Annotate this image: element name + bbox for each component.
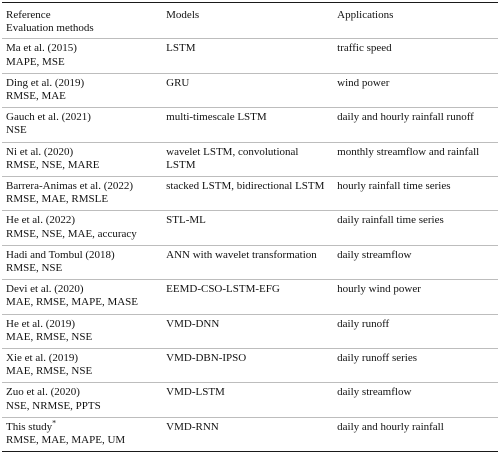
- cell-model: LSTM: [166, 42, 196, 55]
- reference-text: Xie et al. (2019): [6, 352, 79, 365]
- reference-text: Barrera-Animas et al. (2022): [6, 180, 134, 193]
- cell-reference: [2, 177, 162, 211]
- cell-application: traffic speed: [337, 42, 392, 55]
- table-row: [2, 177, 498, 211]
- table-row: [2, 349, 498, 383]
- cell-application: wind power: [337, 76, 390, 89]
- cell-model: GRU: [166, 76, 190, 89]
- evaluation-text: MAE, RMSE, NSE: [6, 365, 93, 378]
- evaluation-text: RMSE, MAE, MAPE, UM: [6, 434, 126, 447]
- cell-application: daily streamflow: [337, 248, 412, 261]
- cell-reference: [2, 383, 162, 417]
- evaluation-text: MAPE, MSE: [6, 55, 65, 68]
- cell-model: multi-timescale LSTM: [166, 111, 267, 124]
- cell-application: hourly rainfall time series: [337, 180, 451, 193]
- reference-name: This study: [6, 420, 53, 433]
- table-row: [2, 142, 498, 176]
- reference-text: Ma et al. (2015): [6, 42, 77, 55]
- cell-model: ANN with wavelet transformation: [166, 248, 317, 261]
- cell-model: stacked LSTM, bidirectional LSTM: [166, 180, 325, 193]
- table-row: [2, 314, 498, 348]
- evaluation-text: RMSE, NSE, MAE, accuracy: [6, 227, 137, 240]
- cell-application: monthly streamflow and rainfall: [337, 145, 480, 158]
- cell-reference: [2, 142, 162, 176]
- evaluation-text: NSE, NRMSE, PPTS: [6, 399, 101, 412]
- table-row: [2, 211, 498, 245]
- reference-text: Devi et al. (2020): [6, 283, 84, 296]
- reference-text: Zuo et al. (2020): [6, 386, 80, 399]
- evaluation-text: MAE, RMSE, NSE: [6, 330, 93, 343]
- cell-reference: [2, 73, 162, 107]
- header-applications: Applications: [337, 9, 394, 21]
- table-row: [2, 383, 498, 417]
- reference-text: He et al. (2019): [6, 317, 76, 330]
- header-evaluation-label: Evaluation methods: [6, 22, 94, 35]
- reference-text: Hadi and Tombul (2018): [6, 248, 115, 261]
- cell-model: VMD-RNN: [166, 420, 219, 433]
- evaluation-text: RMSE, MAE, RMSLE: [6, 193, 109, 206]
- cell-model: wavelet LSTM, convolutional LSTM: [166, 145, 299, 171]
- cell-application: daily rainfall time series: [337, 214, 444, 227]
- table-row: [2, 280, 498, 314]
- cell-model: VMD-LSTM: [166, 386, 225, 399]
- cell-application: daily runoff: [337, 317, 390, 330]
- header-models: Models: [166, 9, 200, 21]
- cell-reference: [2, 417, 162, 451]
- reference-text: Ni et al. (2020): [6, 145, 74, 158]
- cell-model: STL-ML: [166, 214, 206, 227]
- table-row: [2, 245, 498, 279]
- cell-reference: [2, 39, 162, 73]
- cell-reference: [2, 280, 162, 314]
- table-row-this-study: [2, 417, 498, 451]
- evaluation-text: RMSE, MAE: [6, 90, 66, 103]
- cell-application: hourly wind power: [337, 283, 421, 296]
- cell-model: EEMD-CSO-LSTM-EFG: [166, 283, 280, 296]
- evaluation-text: RMSE, NSE, MARE: [6, 158, 100, 171]
- reference-text: Gauch et al. (2021): [6, 111, 91, 124]
- cell-reference: [2, 211, 162, 245]
- reference-text: Ding et al. (2019): [6, 76, 85, 89]
- table-row: [2, 39, 498, 73]
- footnote-marker: *: [52, 418, 57, 428]
- cell-model: VMD-DBN-IPSO: [166, 352, 247, 365]
- cell-application: daily streamflow: [337, 386, 412, 399]
- cell-reference: [2, 349, 162, 383]
- cell-application: daily and hourly rainfall: [337, 420, 444, 433]
- cell-reference: [2, 108, 162, 142]
- cell-application: daily runoff series: [337, 352, 418, 365]
- evaluation-text: NSE: [6, 124, 27, 137]
- reference-text: He et al. (2022): [6, 214, 76, 227]
- cell-model: VMD-DNN: [166, 317, 220, 330]
- table-row: [2, 108, 498, 142]
- header-reference-label: Reference: [6, 9, 51, 21]
- reference-text: [6, 418, 158, 434]
- cell-reference: [2, 314, 162, 348]
- cell-application: daily and hourly rainfall runoff: [337, 111, 474, 124]
- cell-reference: [2, 245, 162, 279]
- comparison-table: [2, 2, 498, 452]
- evaluation-text: MAE, RMSE, MAPE, MASE: [6, 296, 139, 309]
- table-row: [2, 73, 498, 107]
- header-row: [2, 3, 498, 39]
- header-reference: [2, 3, 162, 39]
- evaluation-text: RMSE, NSE: [6, 262, 63, 275]
